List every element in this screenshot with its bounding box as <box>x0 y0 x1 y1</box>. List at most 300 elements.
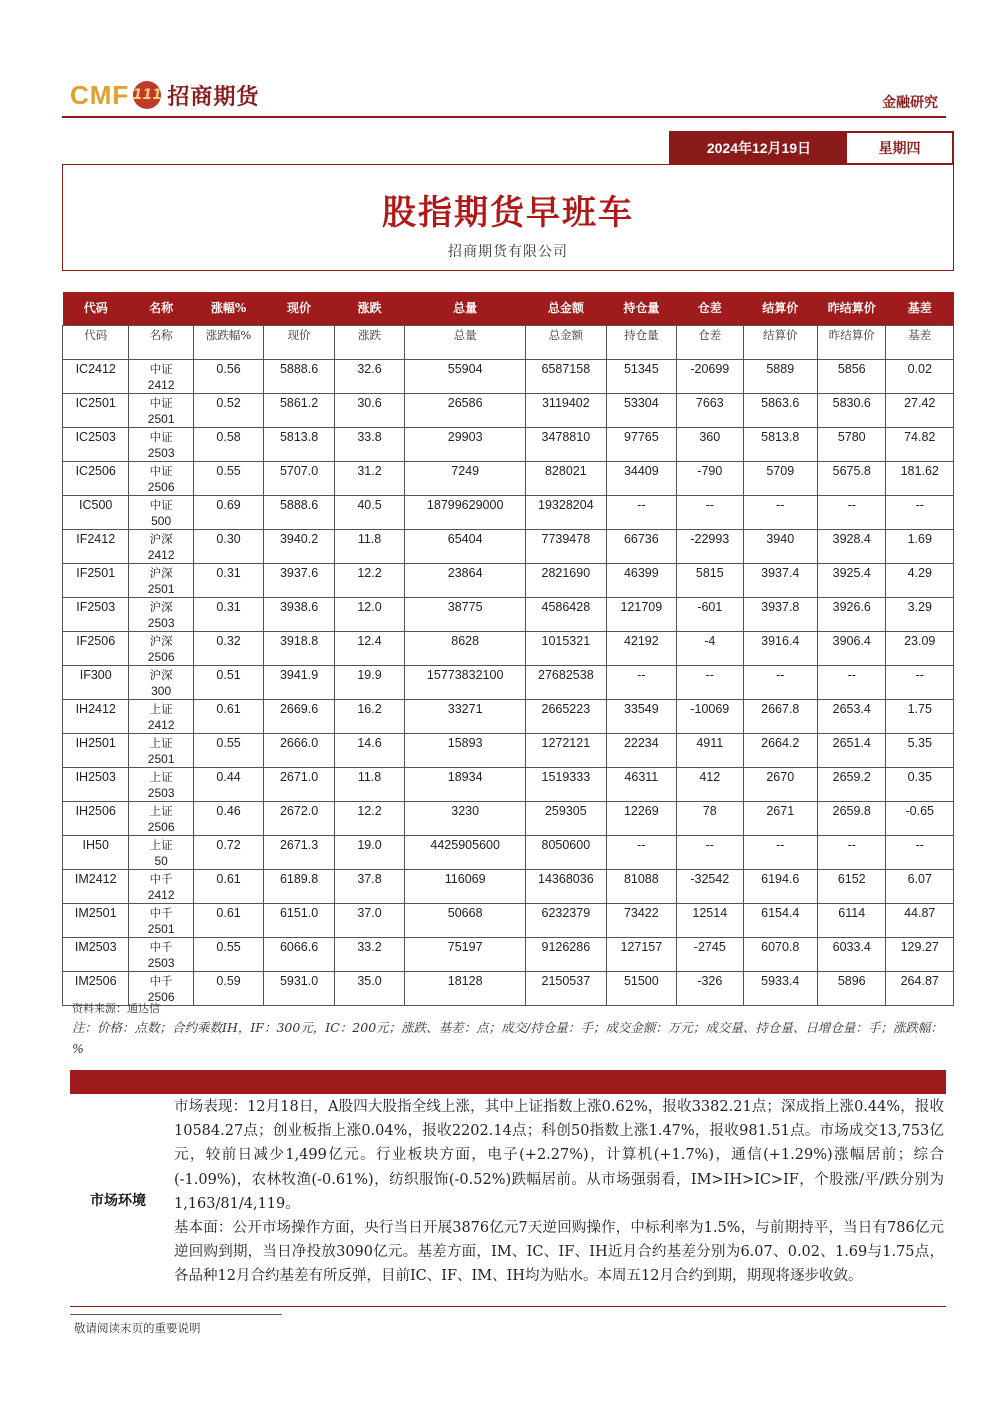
cell-code: IC2506 <box>63 461 129 495</box>
cell-basis: 0.02 <box>886 359 954 393</box>
column-header: 昨结算价 <box>818 292 886 325</box>
cell-price: 3918.8 <box>264 631 334 665</box>
table-row <box>63 903 954 937</box>
cell-chg: 11.8 <box>334 529 404 563</box>
cell-settle: 5889 <box>743 359 818 393</box>
cell-basis: 1.69 <box>886 529 954 563</box>
cell-oi-chg: 360 <box>677 427 743 461</box>
cell-code: IC2503 <box>63 427 129 461</box>
cell-oi: 46311 <box>606 767 676 801</box>
cell-oi: 33549 <box>606 699 676 733</box>
name-part: 2501 <box>147 751 175 766</box>
subheader-cell: 现价 <box>264 325 334 359</box>
cell-vol: 23864 <box>405 563 526 597</box>
market-performance-paragraph: 市场表现：12月18日，A股四大股指全线上涨，其中上证指数上涨0.62%，报收3382.21点；深成指上涨0.44%，报收10584.27点；创业板指上涨0.04%，报收2202.14点；科创50指数上涨1.47%，报收981.51点。市场成交13,753亿元，较前日减少1,499亿元。行业板块方面，电子(+2.27%)，计算机(+1.7%)，通信(+1.29%)涨幅居前；综合(-1.09%)，农林牧渔(-0.61%)，纺织服饰(-0.52%)跌幅居前。从市场强弱看，IM>IH>IC>IF，个股涨/平/跌分别为1,163/81/4,119。 <box>174 1099 944 1212</box>
cell-basis: 264.87 <box>886 971 954 1005</box>
table-row <box>63 495 954 529</box>
cell-name <box>129 597 193 631</box>
table-row <box>63 461 954 495</box>
cell-settle: 5709 <box>743 461 818 495</box>
cell-chg: 37.0 <box>334 903 404 937</box>
name-part: 中证 <box>149 361 173 376</box>
logo-cmf-text: CMF <box>70 79 130 110</box>
cell-name <box>129 835 193 869</box>
name-part: 2412 <box>147 547 175 562</box>
name-part: 2503 <box>147 445 175 460</box>
name-part: 沪深 <box>149 531 173 546</box>
cell-chg: 11.8 <box>334 767 404 801</box>
cell-code: IH2412 <box>63 699 129 733</box>
cell-oi-chg: -601 <box>677 597 743 631</box>
cell-name <box>129 801 193 835</box>
subheader-cell: 结算价 <box>743 325 818 359</box>
column-header: 涨跌 <box>334 292 404 325</box>
company-subtitle: 招商期货有限公司 <box>448 244 568 260</box>
cell-amount: 9126286 <box>526 937 607 971</box>
column-header: 涨幅% <box>193 292 263 325</box>
cell-basis: 74.82 <box>886 427 954 461</box>
cell-amount: 1015321 <box>526 631 607 665</box>
cell-price: 5888.6 <box>264 495 334 529</box>
cell-oi: -- <box>606 495 676 529</box>
cell-chg-pct: 0.46 <box>193 801 263 835</box>
cell-amount: 8050600 <box>526 835 607 869</box>
cell-oi-chg: 412 <box>677 767 743 801</box>
cell-amount: 6587158 <box>526 359 607 393</box>
cell-oi: -- <box>606 835 676 869</box>
report-weekday: 星期四 <box>847 133 952 163</box>
cell-oi-chg: 5815 <box>677 563 743 597</box>
futures-table <box>62 292 954 1006</box>
subheader-cell: 总金额 <box>526 325 607 359</box>
cell-amount: 27682538 <box>526 665 607 699</box>
cell-oi-chg: -32542 <box>677 869 743 903</box>
name-part: 2503 <box>147 955 175 970</box>
cell-chg: 16.2 <box>334 699 404 733</box>
cell-pre-settle: -- <box>818 835 886 869</box>
table-row <box>63 563 954 597</box>
table-row <box>63 427 954 461</box>
cell-settle: 2670 <box>743 767 818 801</box>
cell-chg-pct: 0.72 <box>193 835 263 869</box>
cell-pre-settle: 6152 <box>818 869 886 903</box>
name-part: 中千 <box>149 871 173 886</box>
cell-name <box>129 665 193 699</box>
column-header: 名称 <box>129 292 193 325</box>
cell-chg-pct: 0.31 <box>193 563 263 597</box>
cell-oi: 22234 <box>606 733 676 767</box>
footer-divider <box>70 1314 282 1315</box>
cell-name <box>129 461 193 495</box>
name-part: 中证 <box>149 497 173 512</box>
subheader-cell: 名称 <box>129 325 193 359</box>
cell-oi-chg: -- <box>677 495 743 529</box>
cell-code: IC2501 <box>63 393 129 427</box>
cell-price: 2666.0 <box>264 733 334 767</box>
subheader-cell: 涨跌 <box>334 325 404 359</box>
cell-pre-settle: 6114 <box>818 903 886 937</box>
cell-code: IF300 <box>63 665 129 699</box>
cell-price: 5931.0 <box>264 971 334 1005</box>
cell-oi: 121709 <box>606 597 676 631</box>
cell-chg: 12.2 <box>334 563 404 597</box>
cell-basis: 129.27 <box>886 937 954 971</box>
cell-code: IH50 <box>63 835 129 869</box>
name-part: 上证 <box>149 769 173 784</box>
cell-basis: 181.62 <box>886 461 954 495</box>
cell-chg-pct: 0.31 <box>193 597 263 631</box>
cell-oi-chg: -2745 <box>677 937 743 971</box>
column-header: 结算价 <box>743 292 818 325</box>
cell-chg: 40.5 <box>334 495 404 529</box>
cell-basis: 5.35 <box>886 733 954 767</box>
cell-price: 3938.6 <box>264 597 334 631</box>
cell-pre-settle: 2659.8 <box>818 801 886 835</box>
cell-amount: 14368036 <box>526 869 607 903</box>
cell-settle: 5933.4 <box>743 971 818 1005</box>
table-note: 注：价格：点数；合约乘数IH，IF：300元，IC：200元；涨跌、基差：点；成交/持仓量：手；成交金额：万元；成交量、持仓量、日增仓量：手；涨跌幅：% <box>72 1020 943 1056</box>
cell-name <box>129 699 193 733</box>
logo-badge-icon: 111 <box>133 81 161 109</box>
cell-settle: 2671 <box>743 801 818 835</box>
cell-price: 5888.6 <box>264 359 334 393</box>
column-header: 仓差 <box>677 292 743 325</box>
name-part: 2506 <box>147 989 175 1004</box>
cell-vol: 50668 <box>405 903 526 937</box>
cell-oi-chg: -- <box>677 835 743 869</box>
cell-oi-chg: -4 <box>677 631 743 665</box>
cell-settle: -- <box>743 835 818 869</box>
cell-pre-settle: 2659.2 <box>818 767 886 801</box>
cell-amount: 7739478 <box>526 529 607 563</box>
name-part: 上证 <box>149 735 173 750</box>
cell-pre-settle: 5675.8 <box>818 461 886 495</box>
cell-chg: 12.4 <box>334 631 404 665</box>
cell-name <box>129 631 193 665</box>
cell-chg-pct: 0.61 <box>193 869 263 903</box>
name-part: 2501 <box>147 411 175 426</box>
cell-settle: 3937.4 <box>743 563 818 597</box>
cell-basis: 44.87 <box>886 903 954 937</box>
cell-name <box>129 495 193 529</box>
cell-vol: 3230 <box>405 801 526 835</box>
cell-price: 2671.0 <box>264 767 334 801</box>
name-part: 500 <box>151 513 172 528</box>
cell-vol: 18128 <box>405 971 526 1005</box>
name-part: 2501 <box>147 921 175 936</box>
cell-code: IF2412 <box>63 529 129 563</box>
cell-oi: 34409 <box>606 461 676 495</box>
cell-code: IF2501 <box>63 563 129 597</box>
cell-price: 3940.2 <box>264 529 334 563</box>
cell-chg-pct: 0.51 <box>193 665 263 699</box>
column-header: 持仓量 <box>606 292 676 325</box>
cell-chg-pct: 0.59 <box>193 971 263 1005</box>
cell-settle: 5813.8 <box>743 427 818 461</box>
cell-oi: 127157 <box>606 937 676 971</box>
cell-vol: 116069 <box>405 869 526 903</box>
cell-amount: 259305 <box>526 801 607 835</box>
name-part: 2503 <box>147 785 175 800</box>
cell-vol: 26586 <box>405 393 526 427</box>
cell-chg-pct: 0.44 <box>193 767 263 801</box>
name-part: 中千 <box>149 905 173 920</box>
cell-name <box>129 563 193 597</box>
cell-price: 5861.2 <box>264 393 334 427</box>
cell-pre-settle: 3906.4 <box>818 631 886 665</box>
cell-vol: 7249 <box>405 461 526 495</box>
cell-oi-chg: -326 <box>677 971 743 1005</box>
cell-code: IM2501 <box>63 903 129 937</box>
cell-code: IM2503 <box>63 937 129 971</box>
cell-vol: 65404 <box>405 529 526 563</box>
table-row <box>63 359 954 393</box>
cell-price: 6066.6 <box>264 937 334 971</box>
cell-price: 3937.6 <box>264 563 334 597</box>
column-header: 现价 <box>264 292 334 325</box>
cell-vol: 15893 <box>405 733 526 767</box>
cell-vol: 75197 <box>405 937 526 971</box>
cell-vol: 38775 <box>405 597 526 631</box>
cell-chg: 32.6 <box>334 359 404 393</box>
table-row <box>63 767 954 801</box>
cell-name <box>129 767 193 801</box>
column-header: 总金额 <box>526 292 607 325</box>
cell-amount: 2665223 <box>526 699 607 733</box>
cell-amount: 828021 <box>526 461 607 495</box>
name-part: 2503 <box>147 615 175 630</box>
cell-basis: -- <box>886 495 954 529</box>
cell-chg: 31.2 <box>334 461 404 495</box>
footer-disclaimer: 敬请阅读末页的重要说明 <box>74 1321 201 1335</box>
cell-oi: 53304 <box>606 393 676 427</box>
column-header: 代码 <box>63 292 129 325</box>
cell-chg-pct: 0.61 <box>193 699 263 733</box>
cell-amount: 2821690 <box>526 563 607 597</box>
cell-chg-pct: 0.55 <box>193 733 263 767</box>
cell-chg-pct: 0.61 <box>193 903 263 937</box>
cell-basis: -0.65 <box>886 801 954 835</box>
name-part: 2412 <box>147 377 175 392</box>
cell-price: 6189.8 <box>264 869 334 903</box>
cell-oi: 42192 <box>606 631 676 665</box>
cell-pre-settle: 3926.6 <box>818 597 886 631</box>
cell-basis: -- <box>886 665 954 699</box>
subheader-cell: 代码 <box>63 325 129 359</box>
cell-oi: 81088 <box>606 869 676 903</box>
cell-pre-settle: 6033.4 <box>818 937 886 971</box>
cell-basis: 1.75 <box>886 699 954 733</box>
cell-oi-chg: -22993 <box>677 529 743 563</box>
cell-code: IH2501 <box>63 733 129 767</box>
cell-oi-chg: 7663 <box>677 393 743 427</box>
cell-pre-settle: 2653.4 <box>818 699 886 733</box>
cell-code: IH2503 <box>63 767 129 801</box>
cell-settle: 6154.4 <box>743 903 818 937</box>
cell-oi: 66736 <box>606 529 676 563</box>
cell-chg: 30.6 <box>334 393 404 427</box>
name-part: 2506 <box>147 649 175 664</box>
name-part: 沪深 <box>149 599 173 614</box>
cell-name <box>129 733 193 767</box>
name-part: 2412 <box>147 887 175 902</box>
cell-chg-pct: 0.52 <box>193 393 263 427</box>
cell-oi-chg: -- <box>677 665 743 699</box>
name-part: 上证 <box>149 803 173 818</box>
cell-oi: 73422 <box>606 903 676 937</box>
cell-price: 3941.9 <box>264 665 334 699</box>
data-source: 资料来源：通达信 <box>72 1002 160 1015</box>
table-row <box>63 665 954 699</box>
cell-oi-chg: 4911 <box>677 733 743 767</box>
cell-oi: 51345 <box>606 359 676 393</box>
name-part: 沪深 <box>149 667 173 682</box>
header-divider <box>62 116 946 118</box>
cell-basis: 4.29 <box>886 563 954 597</box>
section-divider <box>70 1306 946 1307</box>
cell-settle: 3937.8 <box>743 597 818 631</box>
fundamentals-paragraph: 基本面：公开市场操作方面，央行当日开展3876亿元7天逆回购操作，中标利率为1.5%，与前期持平，当日有786亿元逆回购到期，当日净投放3090亿元。基差方面，IM、IC、IF、IH近月合约基差分别为6.07、0.02、1.69与1.75点，各品种12月合约基差有所反弹，目前IC、IF、IM、IH均为贴水。本周五12月合约到期，期现将逐步收敛。 <box>174 1220 944 1285</box>
cell-pre-settle: 5780 <box>818 427 886 461</box>
name-part: 2501 <box>147 581 175 596</box>
subheader-cell: 持仓量 <box>606 325 676 359</box>
page-title: 股指期货早班车 <box>382 193 634 233</box>
cell-chg-pct: 0.69 <box>193 495 263 529</box>
cell-vol: 33271 <box>405 699 526 733</box>
cell-amount: 1272121 <box>526 733 607 767</box>
cell-oi-chg: -20699 <box>677 359 743 393</box>
cell-vol: 55904 <box>405 359 526 393</box>
cell-vol: 29903 <box>405 427 526 461</box>
name-part: 中证 <box>149 463 173 478</box>
column-header: 总量 <box>405 292 526 325</box>
cell-code: IM2412 <box>63 869 129 903</box>
cell-basis: 27.42 <box>886 393 954 427</box>
market-commentary <box>174 1095 944 1289</box>
subheader-cell: 总量 <box>405 325 526 359</box>
cell-amount: 19328204 <box>526 495 607 529</box>
cell-chg: 35.0 <box>334 971 404 1005</box>
name-part: 中千 <box>149 939 173 954</box>
cell-code: IF2503 <box>63 597 129 631</box>
cell-code: IF2506 <box>63 631 129 665</box>
cell-name <box>129 903 193 937</box>
cell-basis: 6.07 <box>886 869 954 903</box>
cell-name <box>129 427 193 461</box>
cell-chg-pct: 0.58 <box>193 427 263 461</box>
name-part: 沪深 <box>149 565 173 580</box>
cell-code: IH2506 <box>63 801 129 835</box>
cell-pre-settle: -- <box>818 665 886 699</box>
cell-chg: 19.9 <box>334 665 404 699</box>
cell-chg-pct: 0.56 <box>193 359 263 393</box>
subheader-cell: 仓差 <box>677 325 743 359</box>
table-row <box>63 631 954 665</box>
cell-price: 2672.0 <box>264 801 334 835</box>
cell-pre-settle: -- <box>818 495 886 529</box>
cell-amount: 4586428 <box>526 597 607 631</box>
cell-chg: 14.6 <box>334 733 404 767</box>
cell-pre-settle: 5856 <box>818 359 886 393</box>
cell-pre-settle: 3925.4 <box>818 563 886 597</box>
cell-amount: 3119402 <box>526 393 607 427</box>
cell-settle: -- <box>743 495 818 529</box>
cell-code: IC500 <box>63 495 129 529</box>
cell-price: 5813.8 <box>264 427 334 461</box>
report-date: 2024年12月19日 <box>671 133 847 163</box>
cell-name <box>129 937 193 971</box>
subheader-cell: 涨跌幅% <box>193 325 263 359</box>
cell-price: 2671.3 <box>264 835 334 869</box>
section-bar <box>70 1070 946 1094</box>
cell-vol: 8628 <box>405 631 526 665</box>
cell-amount: 3478810 <box>526 427 607 461</box>
name-part: 2506 <box>147 819 175 834</box>
logo-company-name: 招商期货 <box>167 83 260 110</box>
cell-oi: 97765 <box>606 427 676 461</box>
cell-settle: 6194.6 <box>743 869 818 903</box>
cell-settle: 3940 <box>743 529 818 563</box>
cell-name <box>129 529 193 563</box>
cell-chg: 12.0 <box>334 597 404 631</box>
cell-chg: 37.8 <box>334 869 404 903</box>
cell-settle: 3916.4 <box>743 631 818 665</box>
cell-chg: 33.2 <box>334 937 404 971</box>
table-row <box>63 529 954 563</box>
name-part: 上证 <box>149 701 173 716</box>
table-row <box>63 937 954 971</box>
cell-pre-settle: 5896 <box>818 971 886 1005</box>
table-row <box>63 393 954 427</box>
subheader-cell: 昨结算价 <box>818 325 886 359</box>
cell-oi-chg: 78 <box>677 801 743 835</box>
cell-oi-chg: 12514 <box>677 903 743 937</box>
cell-oi-chg: -10069 <box>677 699 743 733</box>
name-part: 中证 <box>149 395 173 410</box>
subheader-cell: 基差 <box>886 325 954 359</box>
cell-basis: 23.09 <box>886 631 954 665</box>
cell-basis: 3.29 <box>886 597 954 631</box>
cell-chg: 12.2 <box>334 801 404 835</box>
cell-basis: 0.35 <box>886 767 954 801</box>
table-row <box>63 801 954 835</box>
cell-chg: 33.8 <box>334 427 404 461</box>
company-logo <box>70 78 259 112</box>
table-header-row <box>63 292 954 325</box>
name-part: 2506 <box>147 479 175 494</box>
section-label: 金融研究 <box>882 95 938 111</box>
name-part: 2412 <box>147 717 175 732</box>
cell-price: 6151.0 <box>264 903 334 937</box>
cell-vol: 18799629000 <box>405 495 526 529</box>
cell-settle: 2667.8 <box>743 699 818 733</box>
cell-settle: -- <box>743 665 818 699</box>
cell-name <box>129 869 193 903</box>
table-row <box>63 869 954 903</box>
cell-chg-pct: 0.30 <box>193 529 263 563</box>
table-row <box>63 597 954 631</box>
cell-chg-pct: 0.55 <box>193 461 263 495</box>
cell-chg: 19.0 <box>334 835 404 869</box>
cell-amount: 2150537 <box>526 971 607 1005</box>
cell-amount: 1519333 <box>526 767 607 801</box>
cell-oi: 12269 <box>606 801 676 835</box>
cell-price: 2669.6 <box>264 699 334 733</box>
cell-name <box>129 359 193 393</box>
title-box <box>62 164 954 271</box>
cell-code: IC2412 <box>63 359 129 393</box>
cell-code: IM2506 <box>63 971 129 1005</box>
